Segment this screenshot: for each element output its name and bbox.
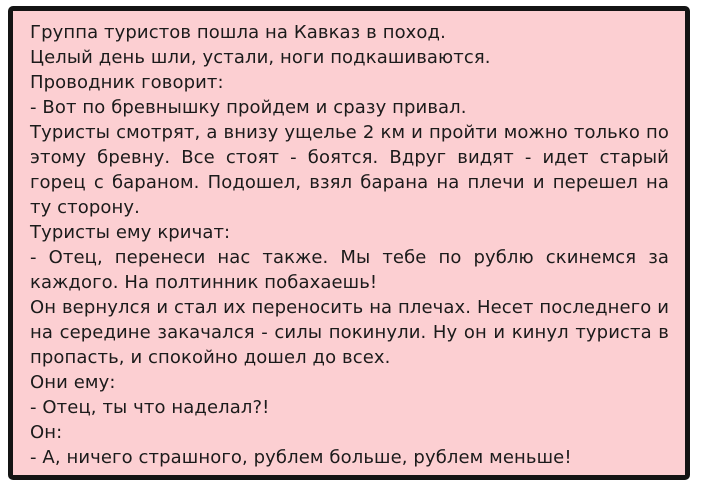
story-paragraph-5: Туристы смотрят, а внизу ущелье 2 км и пройти можно только по этому бревну. Все стоят - боятся. Вдруг видят - идет старый горец с бараном. Подошел, взял барана на плечи и перешел на ту сторону.: [30, 122, 669, 218]
story-line-12: - А, ничего страшного, рублем больше, рублем меньше!: [30, 447, 572, 468]
story-line-3: Проводник говорит:: [30, 72, 224, 93]
story-line-11: Он:: [30, 422, 63, 443]
story-line-4: - Вот по бревнышку пройдем и сразу привал.: [30, 97, 467, 118]
story-line-9: Они ему:: [30, 372, 116, 393]
story-paragraph-7: - Отец, перенеси нас также. Мы тебе по рублю скинемся за каждого. На полтинник побахаешь!: [30, 247, 669, 293]
story-paragraph-8: Он вернулся и стал их переносить на плечах. Несет последнего и на середине закачался - силы покинули. Ну он и кинул туриста в пропасть, и спокойно дошел до всех.: [30, 297, 669, 368]
story-line-2: Целый день шли, устали, ноги подкашиваются.: [30, 47, 491, 68]
joke-card: [8, 6, 690, 480]
story-line-1: Группа туристов пошла на Кавказ в поход.: [30, 22, 446, 43]
story-line-6: Туристы ему кричат:: [30, 222, 231, 243]
story-line-10: - Отец, ты что наделал?!: [30, 397, 270, 418]
